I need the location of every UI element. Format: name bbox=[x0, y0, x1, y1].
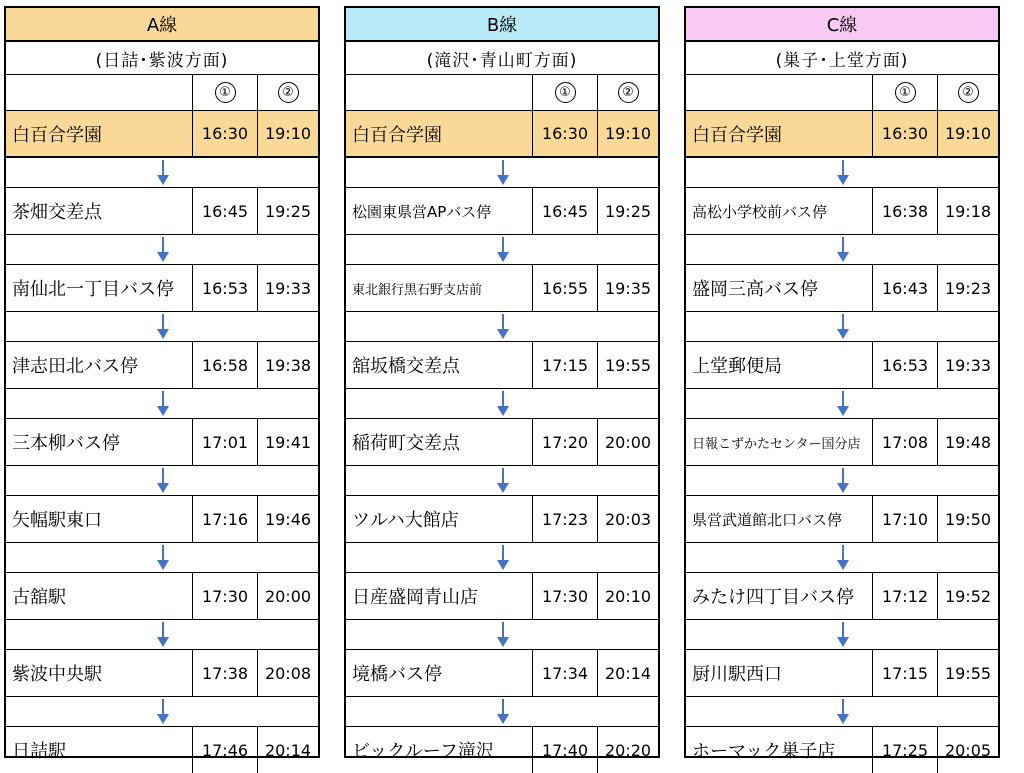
down-arrow-icon bbox=[836, 622, 850, 647]
time-first: 17:01 bbox=[193, 419, 258, 465]
route-c-direction: (巣子･上堂方面) bbox=[686, 42, 998, 75]
time-first: 17:25 bbox=[873, 727, 938, 773]
down-arrow-icon bbox=[496, 622, 510, 647]
stop-row bbox=[346, 188, 658, 235]
time-first: 16:43 bbox=[873, 265, 938, 311]
stop-name: 日産盛岡青山店 bbox=[346, 573, 533, 619]
time-first: 16:30 bbox=[533, 111, 598, 156]
arrow-gap bbox=[6, 620, 318, 650]
stop-row bbox=[686, 496, 998, 543]
stop-row bbox=[346, 265, 658, 312]
down-arrow-icon bbox=[836, 391, 850, 416]
stop-row bbox=[346, 111, 658, 158]
stop-row bbox=[6, 419, 318, 466]
arrow-gap bbox=[686, 389, 998, 419]
time-first: 17:30 bbox=[193, 573, 258, 619]
column-header-blank bbox=[6, 75, 193, 110]
stop-name: 盛岡三高バス停 bbox=[686, 265, 873, 311]
stop-name: 境橋バス停 bbox=[346, 650, 533, 696]
time-first: 17:40 bbox=[533, 727, 598, 773]
stop-row bbox=[6, 727, 318, 773]
down-arrow-icon bbox=[156, 468, 170, 493]
down-arrow-icon bbox=[156, 391, 170, 416]
time-second: 19:41 bbox=[264, 432, 312, 452]
down-arrow-icon bbox=[836, 314, 850, 339]
arrow-gap bbox=[346, 312, 658, 342]
time-second: 20:08 bbox=[264, 663, 312, 683]
time-first: 17:23 bbox=[533, 496, 598, 542]
time-second: 19:10 bbox=[944, 124, 992, 143]
time-second: 19:48 bbox=[944, 432, 992, 452]
time-second: 19:38 bbox=[264, 355, 312, 375]
column-header-row bbox=[346, 75, 658, 111]
time-first: 17:10 bbox=[873, 496, 938, 542]
down-arrow-icon bbox=[156, 237, 170, 262]
down-arrow-icon bbox=[496, 699, 510, 724]
column-header-blank bbox=[686, 75, 873, 110]
time-first: 16:45 bbox=[193, 188, 258, 234]
arrow-gap bbox=[6, 158, 318, 188]
stop-name: 津志田北バス停 bbox=[6, 342, 193, 388]
time-second: 19:35 bbox=[604, 278, 652, 298]
stop-name: 矢幅駅東口 bbox=[6, 496, 193, 542]
time-first: 17:46 bbox=[193, 727, 258, 773]
time-first: 16:45 bbox=[533, 188, 598, 234]
column-header-second bbox=[258, 75, 318, 110]
stop-name: 三本柳バス停 bbox=[6, 419, 193, 465]
time-first: 17:15 bbox=[533, 342, 598, 388]
down-arrow-icon bbox=[496, 314, 510, 339]
time-second: 20:03 bbox=[604, 509, 652, 529]
stop-name: 白百合学園 bbox=[6, 111, 193, 156]
column-header-first bbox=[193, 75, 258, 110]
time-second: 19:10 bbox=[264, 124, 312, 143]
arrow-gap bbox=[6, 235, 318, 265]
arrow-gap bbox=[346, 158, 658, 188]
stop-name: 茶畑交差点 bbox=[6, 188, 193, 234]
stop-row bbox=[346, 727, 658, 773]
arrow-gap bbox=[686, 466, 998, 496]
time-first: 16:38 bbox=[873, 188, 938, 234]
down-arrow-icon bbox=[836, 160, 850, 185]
stop-name: 古舘駅 bbox=[6, 573, 193, 619]
time-first: 17:30 bbox=[533, 573, 598, 619]
route-c-title: C線 bbox=[686, 8, 998, 42]
circled-one-label: ① bbox=[215, 82, 236, 103]
stop-row bbox=[346, 496, 658, 543]
arrow-gap bbox=[6, 697, 318, 727]
time-first: 17:16 bbox=[193, 496, 258, 542]
down-arrow-icon bbox=[496, 160, 510, 185]
stop-name: 厨川駅西口 bbox=[686, 650, 873, 696]
route-a-direction: (日詰･紫波方面) bbox=[6, 42, 318, 75]
arrow-gap bbox=[346, 389, 658, 419]
arrow-gap bbox=[686, 697, 998, 727]
time-second: 19:52 bbox=[944, 586, 992, 606]
arrow-gap bbox=[6, 543, 318, 573]
stop-row bbox=[686, 265, 998, 312]
stop-name: 白百合学園 bbox=[686, 111, 873, 156]
time-first: 17:15 bbox=[873, 650, 938, 696]
time-second: 20:14 bbox=[604, 663, 652, 683]
down-arrow-icon bbox=[836, 545, 850, 570]
down-arrow-icon bbox=[156, 699, 170, 724]
time-second: 19:25 bbox=[604, 201, 652, 221]
time-second: 19:46 bbox=[264, 509, 312, 529]
stop-row bbox=[686, 188, 998, 235]
arrow-gap bbox=[6, 312, 318, 342]
down-arrow-icon bbox=[836, 468, 850, 493]
route-b-title: B線 bbox=[346, 8, 658, 42]
stop-row bbox=[6, 265, 318, 312]
arrow-gap bbox=[346, 466, 658, 496]
arrow-gap bbox=[346, 235, 658, 265]
stop-name: 東北銀行黒石野支店前 bbox=[346, 265, 533, 311]
time-second: 19:33 bbox=[264, 278, 312, 298]
time-second: 20:10 bbox=[604, 586, 652, 606]
time-second: 19:55 bbox=[944, 663, 992, 683]
stop-row bbox=[686, 419, 998, 466]
arrow-gap bbox=[686, 620, 998, 650]
stop-name: 南仙北一丁目バス停 bbox=[6, 265, 193, 311]
time-second: 19:25 bbox=[264, 201, 312, 221]
route-b-direction: (滝沢･青山町方面) bbox=[346, 42, 658, 75]
stop-row bbox=[346, 573, 658, 620]
stop-name: 高松小学校前バス停 bbox=[686, 188, 873, 234]
down-arrow-icon bbox=[836, 699, 850, 724]
arrow-gap bbox=[686, 235, 998, 265]
time-first: 16:30 bbox=[873, 111, 938, 156]
stop-row bbox=[346, 650, 658, 697]
time-first: 17:20 bbox=[533, 419, 598, 465]
time-first: 16:53 bbox=[873, 342, 938, 388]
column-header-first bbox=[873, 75, 938, 110]
route-c-table bbox=[684, 6, 1000, 762]
down-arrow-icon bbox=[156, 314, 170, 339]
arrow-gap bbox=[346, 543, 658, 573]
down-arrow-icon bbox=[496, 391, 510, 416]
time-first: 16:55 bbox=[533, 265, 598, 311]
arrow-gap bbox=[686, 312, 998, 342]
time-first: 17:34 bbox=[533, 650, 598, 696]
column-header-second bbox=[598, 75, 658, 110]
arrow-gap bbox=[686, 158, 998, 188]
stop-row bbox=[6, 342, 318, 389]
stop-name: 舘坂橋交差点 bbox=[346, 342, 533, 388]
down-arrow-icon bbox=[496, 237, 510, 262]
arrow-gap bbox=[346, 697, 658, 727]
stop-name: 県営武道館北口バス停 bbox=[686, 496, 873, 542]
stop-name: ビックルーフ滝沢 bbox=[346, 727, 533, 773]
down-arrow-icon bbox=[156, 545, 170, 570]
route-a-title: A線 bbox=[6, 8, 318, 42]
stop-row bbox=[686, 573, 998, 620]
stop-row bbox=[686, 111, 998, 158]
circled-two-label: ② bbox=[618, 82, 639, 103]
stop-name: ホーマック巣子店 bbox=[686, 727, 873, 773]
stop-name: 日報こずかたセンター国分店 bbox=[686, 419, 873, 465]
time-first: 16:58 bbox=[193, 342, 258, 388]
arrow-gap bbox=[6, 466, 318, 496]
stop-row bbox=[686, 650, 998, 697]
stop-name: みたけ四丁目バス停 bbox=[686, 573, 873, 619]
time-second: 20:14 bbox=[264, 740, 312, 760]
down-arrow-icon bbox=[496, 468, 510, 493]
route-a-table bbox=[4, 6, 320, 762]
down-arrow-icon bbox=[836, 237, 850, 262]
stop-name: 日詰駅 bbox=[6, 727, 193, 773]
stop-name: 白百合学園 bbox=[346, 111, 533, 156]
stop-name: ツルハ大館店 bbox=[346, 496, 533, 542]
time-second: 19:23 bbox=[944, 278, 992, 298]
stop-row bbox=[6, 111, 318, 158]
time-second: 20:05 bbox=[944, 740, 992, 760]
arrow-gap bbox=[6, 389, 318, 419]
time-second: 20:00 bbox=[264, 586, 312, 606]
column-header-blank bbox=[346, 75, 533, 110]
time-second: 19:55 bbox=[604, 355, 652, 375]
down-arrow-icon bbox=[156, 160, 170, 185]
time-first: 17:12 bbox=[873, 573, 938, 619]
stop-row bbox=[6, 496, 318, 543]
time-first: 16:53 bbox=[193, 265, 258, 311]
stop-row bbox=[686, 342, 998, 389]
circled-two-label: ② bbox=[278, 82, 299, 103]
stop-name: 紫波中央駅 bbox=[6, 650, 193, 696]
column-header-row bbox=[686, 75, 998, 111]
stop-row bbox=[6, 573, 318, 620]
time-second: 20:20 bbox=[604, 740, 652, 760]
stop-row bbox=[6, 650, 318, 697]
down-arrow-icon bbox=[496, 545, 510, 570]
stop-name: 上堂郵便局 bbox=[686, 342, 873, 388]
column-header-second bbox=[938, 75, 998, 110]
stop-name: 松園東県営APバス停 bbox=[346, 188, 533, 234]
column-header-row bbox=[6, 75, 318, 111]
time-second: 19:18 bbox=[944, 201, 992, 221]
time-second: 19:10 bbox=[604, 124, 652, 143]
stop-row bbox=[346, 419, 658, 466]
down-arrow-icon bbox=[156, 622, 170, 647]
arrow-gap bbox=[346, 620, 658, 650]
circled-two-label: ② bbox=[958, 82, 979, 103]
stop-name: 稲荷町交差点 bbox=[346, 419, 533, 465]
route-b-table bbox=[344, 6, 660, 762]
arrow-gap bbox=[686, 543, 998, 573]
stop-row bbox=[686, 727, 998, 773]
time-second: 20:00 bbox=[604, 432, 652, 452]
column-header-first bbox=[533, 75, 598, 110]
circled-one-label: ① bbox=[895, 82, 916, 103]
time-second: 19:50 bbox=[944, 509, 992, 529]
circled-one-label: ① bbox=[555, 82, 576, 103]
time-first: 16:30 bbox=[193, 111, 258, 156]
stop-row bbox=[6, 188, 318, 235]
time-first: 17:38 bbox=[193, 650, 258, 696]
time-second: 19:33 bbox=[944, 355, 992, 375]
time-first: 17:08 bbox=[873, 419, 938, 465]
stop-row bbox=[346, 342, 658, 389]
